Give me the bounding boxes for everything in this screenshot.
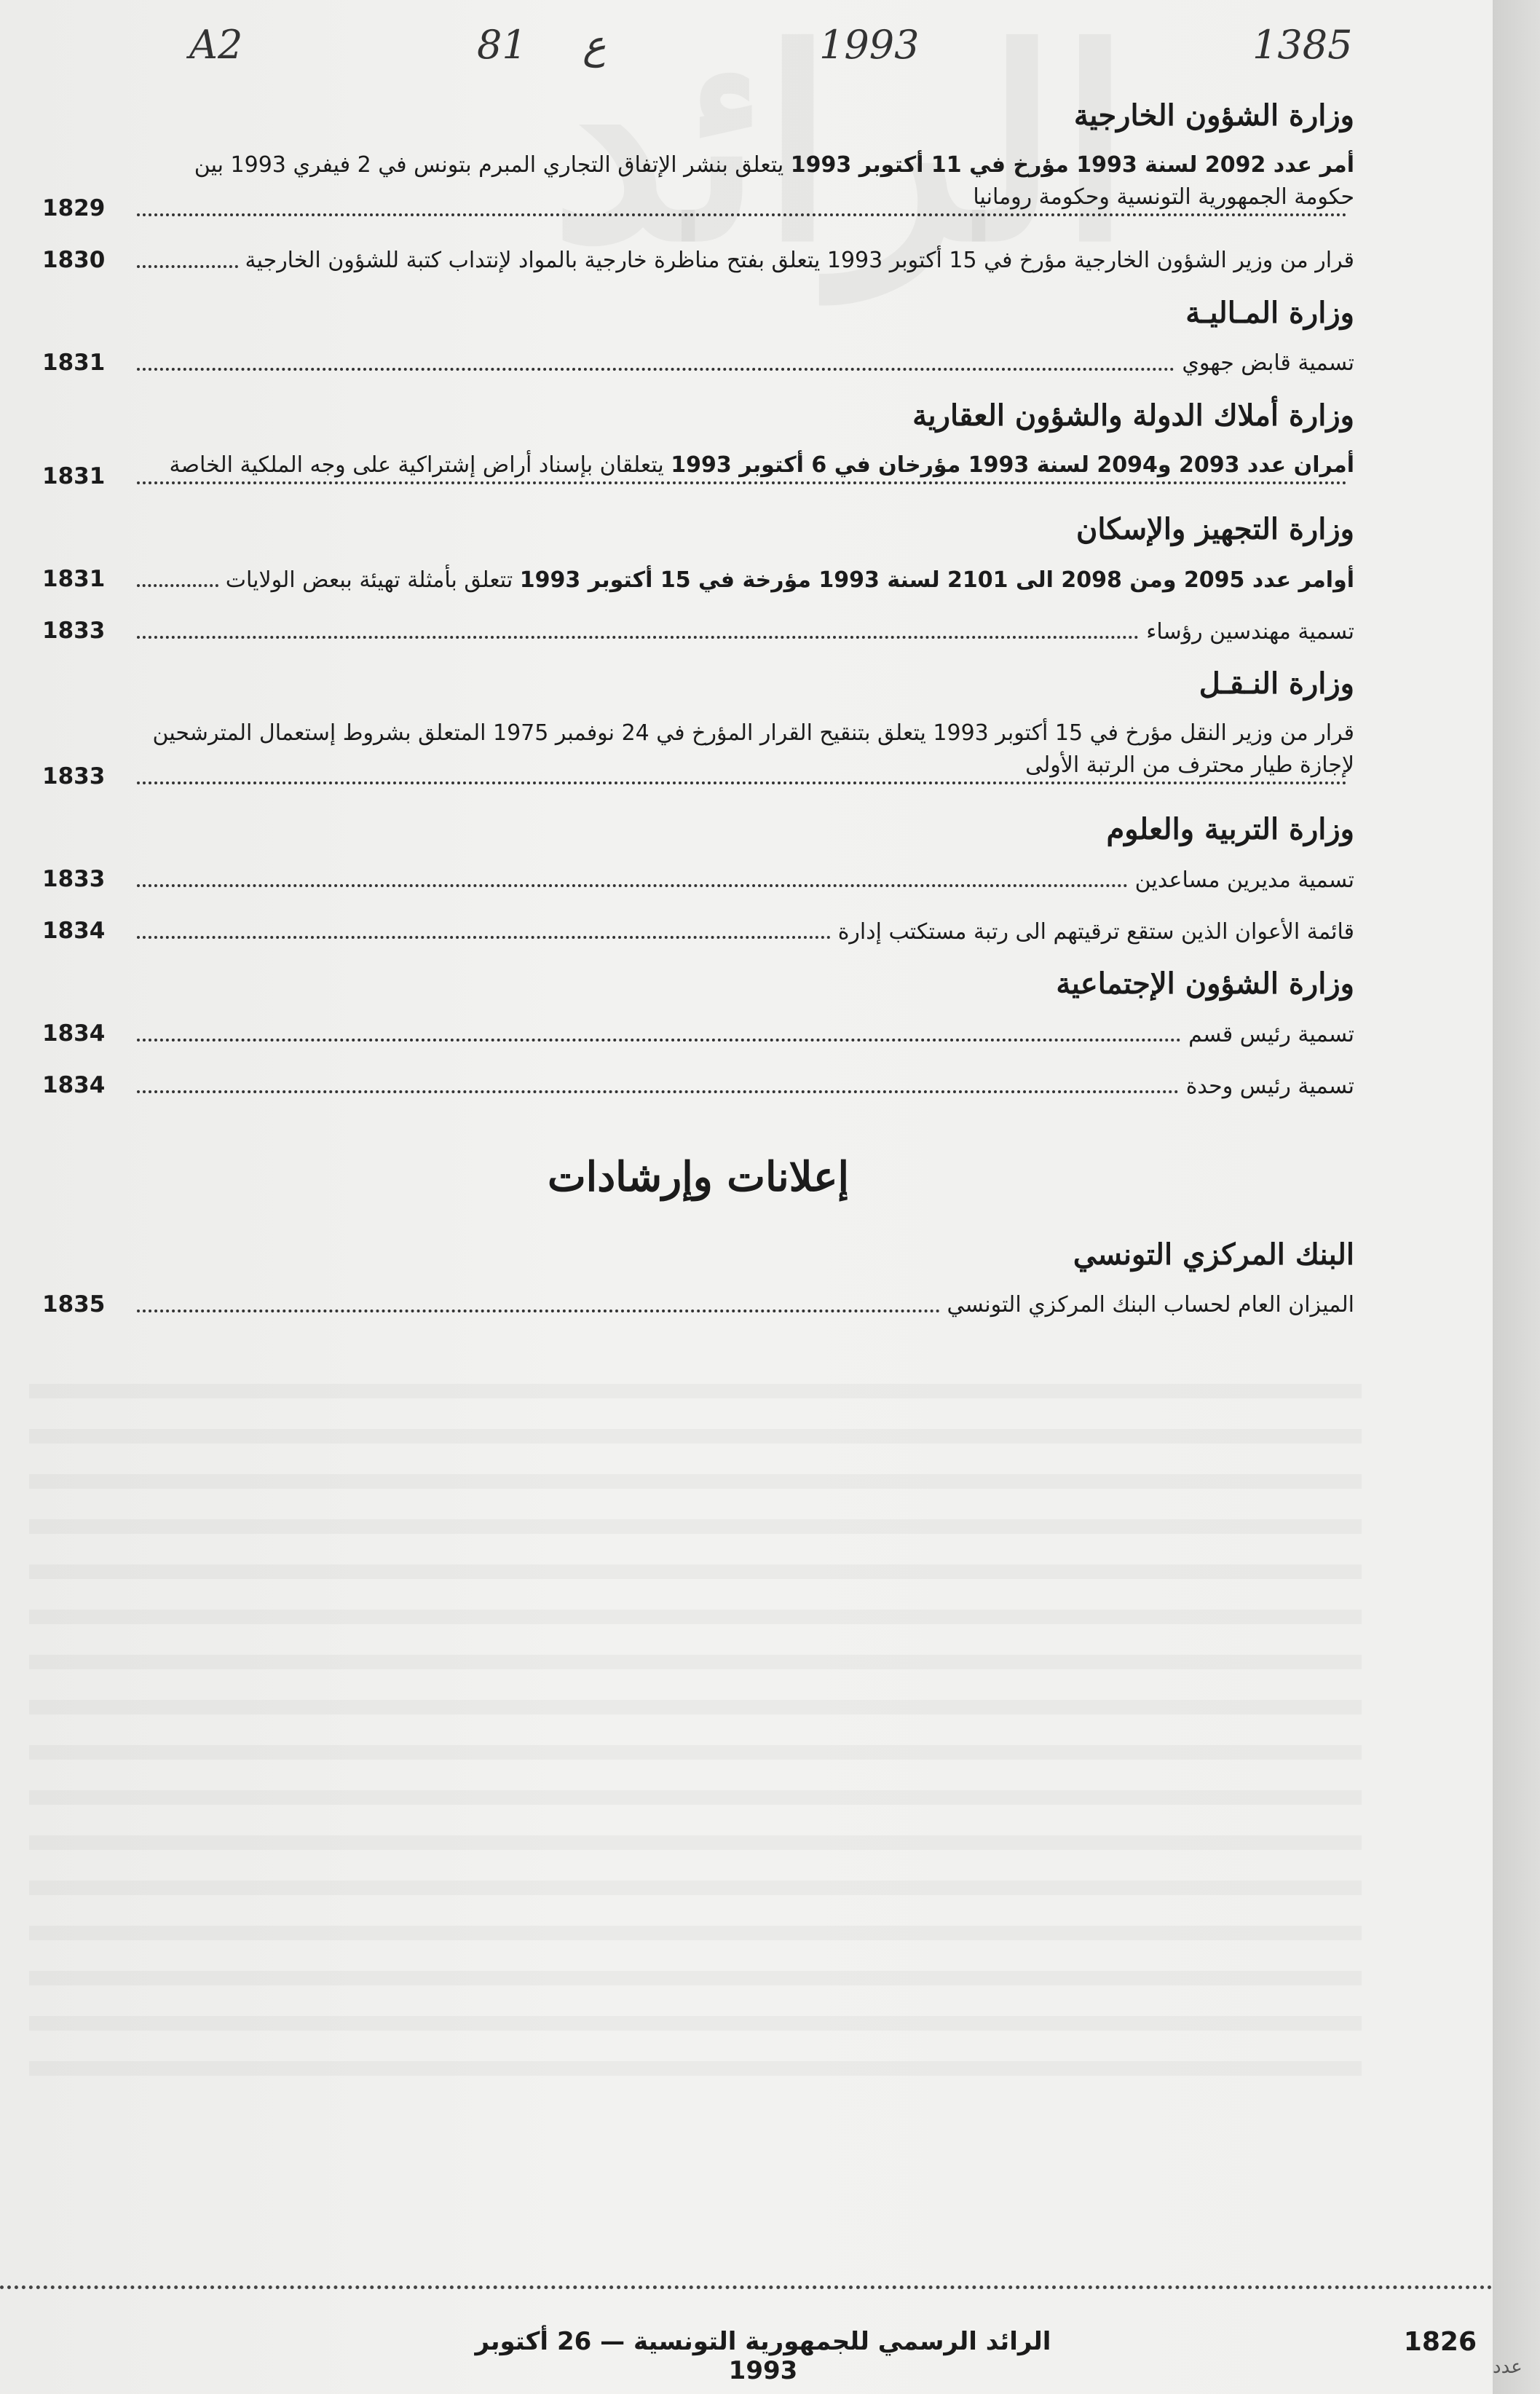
entry-description: تسمية مديرين مساعدين [1134, 867, 1354, 893]
dot-leader [137, 1038, 1181, 1042]
dot-leader [137, 1309, 940, 1312]
handwritten-note-81: 81 [477, 22, 527, 68]
toc-entry[interactable] [42, 449, 1354, 494]
entry-text [1182, 347, 1354, 379]
entry-description: تتعلق بأمثلة تهيئة ببعض الولايات [225, 567, 520, 593]
entry-description: تسمية قابض جهوي [1182, 350, 1354, 377]
dot-leader [137, 781, 1347, 784]
entry-text [130, 149, 1354, 213]
ministry-title: وزارة التربية والعلوم [1106, 812, 1354, 847]
handwritten-note-number: 1385 [1252, 22, 1353, 68]
entry-page-number: 1834 [42, 1072, 106, 1099]
footer-title: الرائد الرسمي للجمهورية التونسية — 26 أكتوبر 1993 [475, 2327, 1051, 2385]
handwritten-note-year: 1993 [819, 22, 920, 68]
ministry-sections [42, 98, 1354, 1102]
table-of-contents [42, 98, 1354, 1340]
ministry-title: وزارة التجهيز والإسكان [1075, 512, 1354, 547]
entry-text [226, 564, 1354, 596]
entry-description: قائمة الأعوان الذين ستقع ترقيتهم الى رتبة مستكتب إدارة [837, 918, 1354, 945]
announcement-section-title: البنك المركزي التونسي [1073, 1237, 1354, 1272]
ministry-section [42, 398, 1354, 494]
dot-leader [137, 583, 218, 587]
entry-text [838, 916, 1354, 948]
ministry-section [42, 666, 1354, 793]
toc-entry[interactable] [42, 1288, 1354, 1321]
toc-entry[interactable] [42, 563, 1354, 596]
dot-leader [137, 264, 238, 268]
entry-page-number: 1834 [42, 1020, 106, 1047]
ministry-section [42, 812, 1354, 948]
entry-description: يتعلقان بإسناد أراض إشتراكية على وجه الملكية الخاصة [169, 452, 671, 478]
dot-leader [137, 935, 831, 939]
entry-page-number: 1831 [42, 463, 106, 490]
footer-page-number: 1826 [1403, 2327, 1477, 2357]
ministry-title: وزارة الشؤون الخارجية [1073, 98, 1354, 133]
entry-text [1146, 616, 1354, 648]
ministry-title: وزارة الشؤون الإجتماعية [1056, 966, 1354, 1001]
adjacent-page-edge [1493, 0, 1540, 2394]
toc-entry[interactable] [42, 149, 1354, 225]
dot-leader [137, 367, 1174, 371]
page-footer [42, 2327, 1491, 2385]
entry-page-number: 1831 [42, 349, 106, 376]
announcements-heading: إعلانات وإرشادات [547, 1153, 850, 1201]
footer-dotted-rule [0, 2285, 1493, 2289]
ministry-section [42, 966, 1354, 1102]
entry-page-number: 1833 [42, 763, 106, 790]
toc-entry[interactable] [42, 717, 1354, 793]
dot-leader [137, 635, 1139, 639]
entry-decree-reference: أوامر عدد 2095 ومن 2098 الى 2101 لسنة 1993 مؤرخة في 15 أكتوبر 1993 [519, 567, 1354, 593]
entry-page-number: 1830 [42, 247, 106, 273]
entry-text [1135, 865, 1354, 897]
entry-text [130, 717, 1354, 781]
dot-leader [137, 883, 1128, 887]
entry-description: تسمية رئيس قسم [1188, 1021, 1354, 1047]
entry-page-number: 1834 [42, 918, 106, 945]
toc-entry[interactable] [42, 1017, 1354, 1050]
entry-decree-reference: أمر عدد 2092 لسنة 1993 مؤرخ في 11 أكتوبر 1993 [790, 152, 1354, 178]
entry-page-number: 1829 [42, 195, 106, 222]
entry-page-number: 1835 [42, 1291, 106, 1318]
ministry-title: وزارة المـاليـة [1185, 295, 1354, 330]
entry-decree-reference: أمران عدد 2093 و2094 لسنة 1993 مؤرخان في 6 أكتوبر 1993 [671, 452, 1354, 478]
dot-leader [137, 213, 1347, 216]
entry-text [169, 449, 1354, 481]
ministry-section [42, 98, 1354, 277]
entry-description: قرار من وزير الشؤون الخارجية مؤرخ في 15 أكتوبر 1993 يتعلق بفتح مناظرة خارجية بالمواد لإنتداب كتبة للشؤون الخارجية [245, 248, 1354, 274]
toc-entry[interactable] [42, 244, 1354, 277]
adjacent-page-text: عدد [1493, 2356, 1523, 2378]
toc-entry[interactable] [42, 863, 1354, 896]
announcement-section [42, 1237, 1354, 1321]
handwritten-note-ain: ع [583, 22, 607, 68]
ministry-section [42, 296, 1354, 379]
dot-leader [137, 481, 1347, 484]
toc-entry[interactable] [42, 615, 1354, 647]
toc-entry[interactable] [42, 347, 1354, 379]
entry-description: تسمية رئيس وحدة [1185, 1073, 1354, 1099]
toc-entry[interactable] [42, 1069, 1354, 1102]
dot-leader [137, 1090, 1179, 1093]
toc-entry[interactable] [42, 915, 1354, 948]
entry-text [245, 245, 1354, 277]
handwritten-note-a2: A2 [189, 22, 243, 68]
entry-text [1186, 1071, 1354, 1103]
ministry-title: وزارة أملاك الدولة والشؤون العقارية [912, 398, 1354, 433]
bleed-through-lines [29, 1384, 1362, 2258]
entry-text: الميزان العام لحساب البنك المركزي التونسي [947, 1292, 1354, 1318]
ministry-section [42, 512, 1354, 647]
entry-description: تسمية مهندسين رؤساء [1146, 618, 1354, 645]
entry-description: يتعلق بنشر الإتفاق التجاري المبرم بتونس في 2 فيفري 1993 بين حكومة الجمهورية التونسية وحكومة رومانيا [194, 152, 1354, 210]
ministry-title: وزارة النـقـل [1199, 666, 1354, 701]
entry-text [1188, 1019, 1354, 1051]
entry-description: قرار من وزير النقل مؤرخ في 15 أكتوبر 1993 يتعلق بتنقيح القرار المؤرخ في 24 نوفمبر 1975 المتعلق بشروط إستعمال المترشحين لإجازة طيار محترف من الرتبة الأولى [152, 720, 1354, 778]
entry-page-number: 1831 [42, 566, 106, 593]
entry-page-number: 1833 [42, 866, 106, 893]
entry-page-number: 1833 [42, 618, 106, 645]
